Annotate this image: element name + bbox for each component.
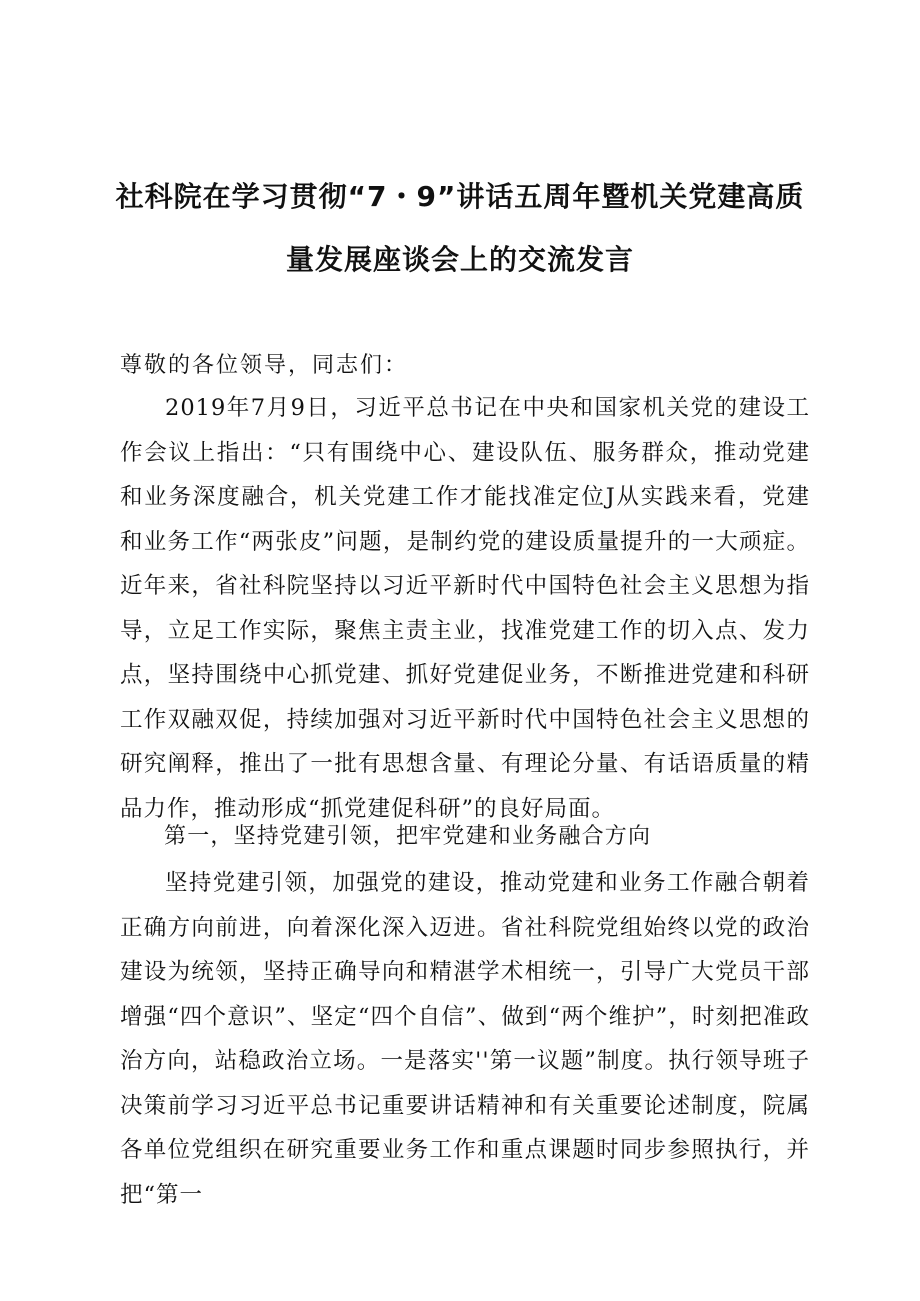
section-heading-1: 第一，坚持党建引领，把牢党建和业务融合方向: [164, 824, 652, 849]
body-paragraph-1: 2019年7月9日，习近平总书记在中央和国家机关党的建设工作会议上指出：“只有围绕中心、建设队伍、服务群众，推动党建和业务深度融合，机关党建工作才能找准定位J从实践来看，党建和业务工作“两张皮”问题，是制约党的建设质量提升的一大顽症。近年来，省社科院坚持以习近平新时代中国特色社会主义思想为指导，立足工作实际，聚焦主责主业，找准党建工作的切入点、发力点，坚持围绕中心抓党建、抓好党建促业务，不断推进党建和科研工作双融双促，持续加强对习近平新时代中国特色社会主义思想的研究阐释，推出了一批有思想含量、有理论分量、有话语质量的精品力作，推动形成“抓党建促科研”的良好局面。: [120, 395, 810, 822]
body-paragraph-2: 坚持党建引领，加强党的建设，推动党建和业务工作融合朝着正确方向前进，向着深化深入迈进。省社科院党组始终以党的政治建设为统领，坚持正确导向和精湛学术相统一，引导广大党员干部增强“四个意识”、坚定“四个自信”、做到“两个维护”，时刻把准政治方向，站稳政治立场。一是落实''第一议题”制度。执行领导班子决策前学习习近平总书记重要讲话精神和有关重要论述制度，院属各单位党组织在研究重要业务工作和重点课题时同步参照执行，并把“第一: [120, 870, 810, 1208]
document-title-line-2: 量发展座谈会上的交流发言: [285, 243, 634, 276]
document-title-line-1: 社科院在学习贯彻“7・9”讲话五周年暨机关党建高质: [115, 180, 805, 213]
salutation: 尊敬的各位领导，同志们：: [120, 353, 409, 378]
